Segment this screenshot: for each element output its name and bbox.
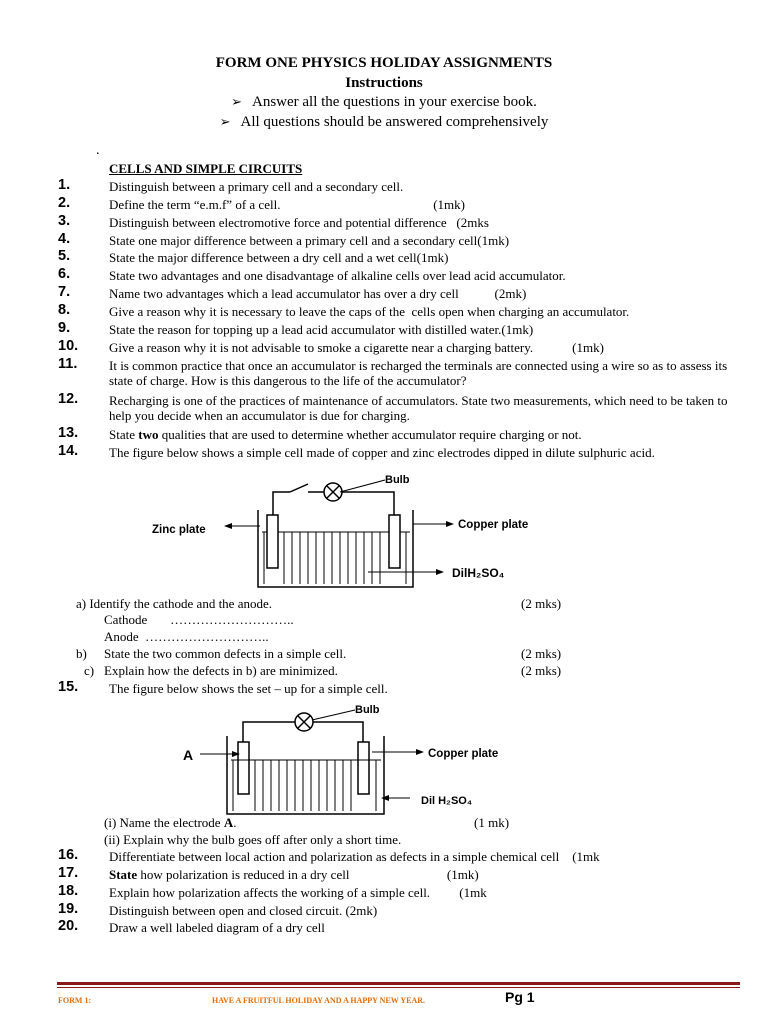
q14-part-c-label: c) [84,663,95,678]
q15-part-ii: (ii) Explain why the bulb goes off after only a short time. [104,832,402,847]
instruction-2: ➢ All questions should be answered comprehensively [219,114,549,130]
question-12: 12. Recharging is one of the practices of maintenance of accumulators. State two measurements, which need to be taken to help you decide when an accumulator is due for charging. [58,391,728,423]
q14-part-b-label: b) [76,646,87,661]
simple-cell-diagram-2 [0,698,768,816]
question-13: 13. State two qualities that are used to determine whether accumulator require charging or not. [58,425,582,442]
section-title: CELLS AND SIMPLE CIRCUITS [109,161,303,176]
question-2: 2. Define the term “e.m.f” of a cell. (1mk) [58,195,465,212]
copper-plate-label: Copper plate [458,519,529,531]
question-3: 3. Distinguish between electromotive force and potential difference (2mks [58,213,489,230]
bulb-label-2: Bulb [355,704,380,716]
question-16: 16. Differentiate between local action and polarization as defects in a simple chemical cell (1mk [58,847,600,864]
question-14: 14. The figure below shows a simple cell made of copper and zinc electrodes dipped in dilute sulphuric acid. [58,443,655,460]
q14-part-a: a) Identify the cathode and the anode. [76,596,272,611]
question-19: 19. Distinguish between open and closed circuit. (2mk) [58,901,378,918]
q15-part-i: (i) Name the electrode A. [104,815,237,830]
q14-anode: Anode ……………………….. [104,629,269,644]
question-11: 11. It is common practice that once an accumulator is recharged the terminals are connected using a wire so as to assess its state of charge. How is this dangerous to the life of the accumulator? [58,356,728,388]
page-number: Pg 1 [505,989,535,1005]
footer-divider [57,982,740,985]
question-9: 9. State the reason for topping up a lead acid accumulator with distilled water.(1mk) [58,320,534,337]
question-17: 17. State how polarization is reduced in a dry cell (1mk) [58,865,479,882]
question-8: 8. Give a reason why it is necessary to leave the caps of the cells open when charging an accumulator. [58,302,630,319]
arrow-bullet-icon: ➢ [219,114,231,129]
question-20: 20. Draw a well labeled diagram of a dry cell [58,918,325,935]
q14-cathode: Cathode ……………………….. [104,612,294,627]
question-18: 18. Explain how polarization affects the working of a simple cell. (1mk [58,883,487,900]
acid-label: DilH₂SO₄ [452,566,505,580]
footer-divider-thin [57,987,740,988]
q14-part-b-marks: (2 mks) [521,646,562,661]
acid-label-2: Dil H₂SO₄ [421,795,473,807]
question-6: 6. State two advantages and one disadvantage of alkaline cells over lead acid accumulator. [58,266,566,283]
question-10: 10. Give a reason why it is not advisable to smoke a cigarette near a charging battery. (1mk) [58,338,604,355]
document-title: FORM ONE PHYSICS HOLIDAY ASSIGNMENTS [215,55,553,71]
footer-message: HAVE A FRUITFUL HOLIDAY AND A HAPPY NEW YEAR. [212,996,425,1005]
instructions-heading: Instructions [345,75,423,91]
zinc-plate-label: Zinc plate [152,524,206,536]
question-4: 4. State one major difference between a primary cell and a secondary cell(1mk) [58,231,510,248]
bulb-label: Bulb [385,474,410,486]
simple-cell-diagram-1 [0,472,768,592]
question-7: 7. Name two advantages which a lead accumulator has over a dry cell (2mk) [58,284,527,301]
q14-part-c: Explain how the defects in b) are minimized. [104,663,338,678]
q15-part-i-marks: (1 mk) [474,815,510,830]
copper-plate-label-2: Copper plate [428,748,499,760]
q14-part-b: State the two common defects in a simple cell. [104,646,347,661]
question-5: 5. State the major difference between a dry cell and a wet cell(1mk) [58,248,449,265]
question-15: 15. The figure below shows the set – up for a simple cell. [58,679,388,696]
q14-part-a-marks: (2 mks) [521,596,562,611]
question-1: 1. Distinguish between a primary cell and a secondary cell. [58,177,404,194]
instruction-1: ➢ Answer all the questions in your exercise book. [231,94,537,110]
footer-form: FORM 1: [58,996,92,1005]
stray-dot: . [96,143,100,158]
arrow-bullet-icon: ➢ [231,94,242,109]
q14-part-c-marks: (2 mks) [521,663,562,678]
electrode-a-label: A [183,747,194,763]
